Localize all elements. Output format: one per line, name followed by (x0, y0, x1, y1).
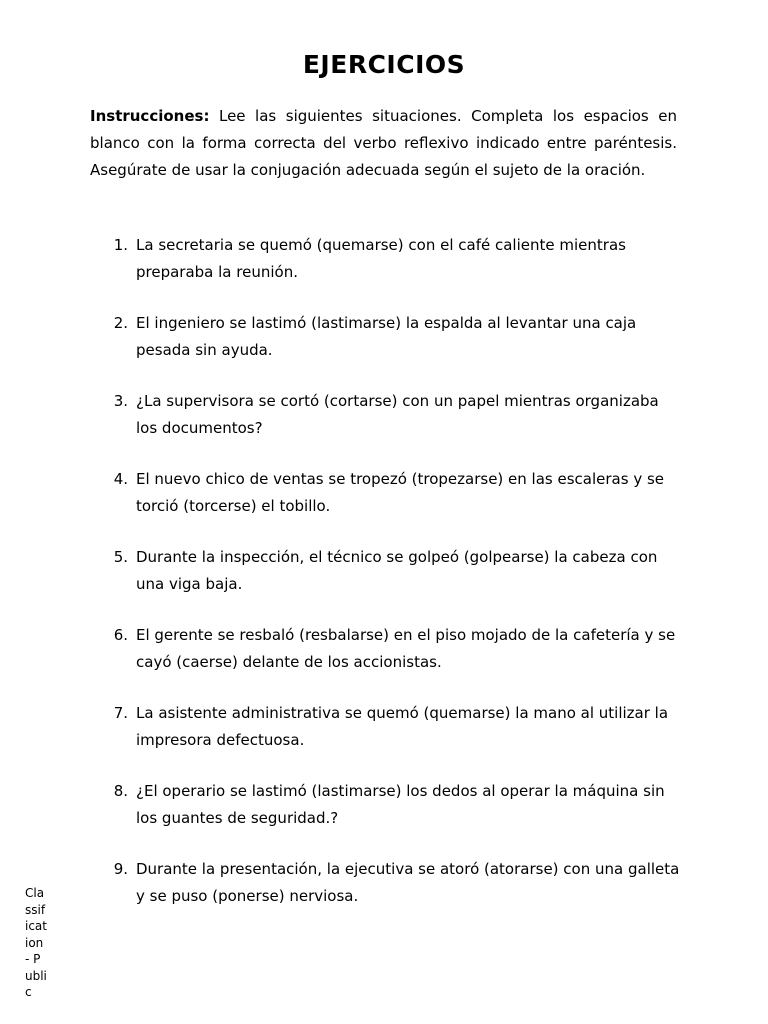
exercise-number: 7. (113, 704, 128, 722)
exercise-item-4 (0, 466, 768, 520)
exercise-text: Durante la presentación, la ejecutiva se atoró (atorarse) con una galleta y se puso (ponerse) nerviosa. (136, 860, 680, 905)
exercise-number: 1. (113, 236, 128, 254)
exercise-number: 3. (113, 392, 128, 410)
exercise-item-3 (0, 388, 768, 442)
exercise-list (0, 232, 768, 934)
exercise-text: La secretaria se quemó (quemarse) con el café caliente mientras preparaba la reunión. (136, 236, 626, 281)
classification-label: Classification - Public (25, 886, 47, 999)
exercise-item-1 (0, 232, 768, 286)
exercise-text: ¿El operario se lastimó (lastimarse) los dedos al operar la máquina sin los guantes de seguridad.? (136, 782, 665, 827)
instructions-body: Lee las siguientes situaciones. Completa los espacios en blanco con la forma correcta del verbo reflexivo indicado entre paréntesis. Asegúrate de usar la conjugación adecuada según el sujeto de la oración. (90, 107, 677, 179)
page-title: EJERCICIOS (302, 50, 466, 79)
instructions-lead: Instrucciones: (90, 107, 210, 125)
exercise-number: 5. (113, 548, 128, 566)
exercise-text: El ingeniero se lastimó (lastimarse) la espalda al levantar una caja pesada sin ayuda. (136, 314, 637, 359)
exercise-item-8 (0, 778, 768, 832)
exercise-number: 8. (113, 782, 128, 800)
exercise-item-6 (0, 622, 768, 676)
exercise-text: La asistente administrativa se quemó (quemarse) la mano al utilizar la impresora defectuosa. (136, 704, 669, 749)
exercise-text: ¿La supervisora se cortó (cortarse) con un papel mientras organizaba los documentos? (136, 392, 659, 437)
exercise-number: 2. (113, 314, 128, 332)
instructions-paragraph (90, 103, 677, 184)
exercise-item-9 (0, 856, 768, 910)
exercise-number: 9. (113, 860, 128, 878)
exercise-item-5 (0, 544, 768, 598)
exercise-text: El gerente se resbaló (resbalarse) en el piso mojado de la cafetería y se cayó (caerse) delante de los accionistas. (136, 626, 676, 671)
exercise-item-7 (0, 700, 768, 754)
exercise-number: 6. (113, 626, 128, 644)
exercise-text: Durante la inspección, el técnico se golpeó (golpearse) la cabeza con una viga baja. (136, 548, 658, 593)
exercise-text: El nuevo chico de ventas se tropezó (tropezarse) en las escaleras y se torció (torcerse) el tobillo. (136, 470, 665, 515)
exercise-number: 4. (113, 470, 128, 488)
exercise-item-2 (0, 310, 768, 364)
